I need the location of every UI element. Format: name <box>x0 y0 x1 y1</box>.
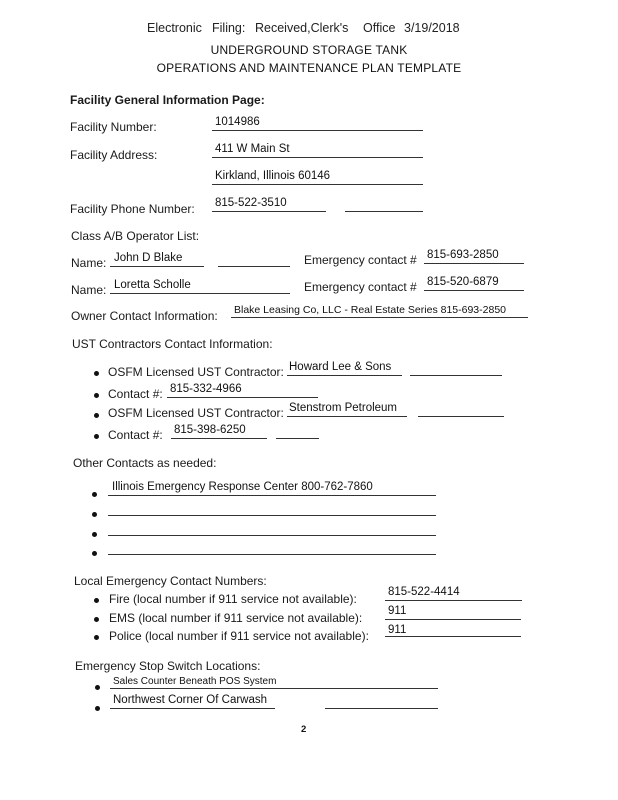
other-contact-3-underline <box>108 535 436 536</box>
bullet-dot <box>94 635 99 640</box>
facility-phone-label: Facility Phone Number: <box>70 202 195 216</box>
operator-section-heading: Class A/B Operator List: <box>71 229 200 243</box>
contractor2-name-underline-b <box>418 416 504 417</box>
operator1-emergency-underline <box>424 263 524 264</box>
stop-switch-1-value: Sales Counter Beneath POS System <box>113 676 277 687</box>
facility-section-heading: Facility General Information Page: <box>70 93 265 107</box>
operator2-name-value: Loretta Scholle <box>114 279 191 291</box>
operator2-name-underline <box>110 293 290 294</box>
fire-underline <box>385 600 522 601</box>
contractor2-contact-underline-b <box>276 438 319 439</box>
bullet-dot <box>95 706 100 711</box>
bullet-dot <box>92 532 97 537</box>
stop-switch-2-value: Northwest Corner Of Carwash <box>113 694 268 706</box>
ems-label: EMS (local number if 911 service not available): <box>109 611 363 625</box>
other-contact-4-underline <box>108 554 436 555</box>
owner-contact-value: Blake Leasing Co, LLC - Real Estate Series 815-693-2850 <box>234 304 506 316</box>
bullet-dot <box>92 512 97 517</box>
operator2-emergency-underline <box>424 290 524 291</box>
facility-phone-underline-b <box>345 211 423 212</box>
document-title-line1: UNDERGROUND STORAGE TANK <box>210 43 408 57</box>
bullet-dot <box>94 393 99 398</box>
stop-switch-heading: Emergency Stop Switch Locations: <box>75 659 261 673</box>
contractor1-contact-value: 815-332-4966 <box>170 383 242 395</box>
facility-address-line1: 411 W Main St <box>215 143 290 155</box>
contractor1-licensed-label: OSFM Licensed UST Contractor: <box>108 365 284 379</box>
operator2-name-label: Name: <box>71 283 107 297</box>
police-value: 911 <box>388 624 407 636</box>
fire-label: Fire (local number if 911 service not available): <box>109 592 357 606</box>
ems-value: 911 <box>388 605 407 617</box>
page-number: 2 <box>301 724 307 735</box>
owner-contact-underline <box>231 317 528 318</box>
filing-header-office: Office <box>363 21 396 35</box>
other-contact-1-underline <box>108 495 436 496</box>
other-contacts-heading: Other Contacts as needed: <box>73 456 217 470</box>
bullet-dot <box>94 413 99 418</box>
facility-address-label: Facility Address: <box>70 148 158 162</box>
police-underline <box>385 636 521 637</box>
owner-contact-label: Owner Contact Information: <box>71 309 218 323</box>
facility-phone-value: 815-522-3510 <box>215 197 287 209</box>
operator2-emergency-value: 815-520-6879 <box>427 276 499 288</box>
police-label: Police (local number if 911 service not available): <box>109 629 369 643</box>
operator1-emergency-value: 815-693-2850 <box>427 249 499 261</box>
operator1-name-underline-a <box>110 266 204 267</box>
facility-number-value: 1014986 <box>215 116 260 128</box>
contractor2-contact-underline-a <box>171 438 267 439</box>
operator1-name-underline-b <box>218 266 290 267</box>
other-contact-1-value: Illinois Emergency Response Center 800-762-7860 <box>112 481 373 493</box>
operator2-emergency-label: Emergency contact # <box>304 280 417 294</box>
bullet-dot <box>94 371 99 376</box>
contractor1-name-underline-b <box>410 375 502 376</box>
contractor1-name-value: Howard Lee & Sons <box>289 361 392 373</box>
contractor2-licensed-label: OSFM Licensed UST Contractor: <box>108 406 284 420</box>
other-contact-2-underline <box>108 515 436 516</box>
facility-address-line2: Kirkland, Illinois 60146 <box>215 170 331 182</box>
contractor-section-heading: UST Contractors Contact Information: <box>72 337 273 351</box>
contractor2-contact-value: 815-398-6250 <box>174 424 246 436</box>
facility-number-underline <box>212 130 423 131</box>
bullet-dot <box>94 434 99 439</box>
stop-switch-2-underline-a <box>110 708 275 709</box>
bullet-dot <box>94 598 99 603</box>
filing-header-received: Received,Clerk's <box>255 21 349 35</box>
filing-header-date: 3/19/2018 <box>404 21 460 35</box>
operator1-name-label: Name: <box>71 256 107 270</box>
filing-header-filing: Filing: <box>212 21 246 35</box>
facility-number-label: Facility Number: <box>70 120 157 134</box>
operator1-emergency-label: Emergency contact # <box>304 253 417 267</box>
document-title-line2: OPERATIONS AND MAINTENANCE PLAN TEMPLATE <box>156 61 462 75</box>
contractor1-name-underline-a <box>287 375 402 376</box>
stop-switch-1-underline <box>110 688 438 689</box>
bullet-dot <box>92 492 97 497</box>
facility-address-underline2 <box>212 184 423 185</box>
contractor2-contact-label: Contact #: <box>108 428 163 442</box>
contractor2-name-underline-a <box>287 416 407 417</box>
filing-header-electronic: Electronic <box>147 21 202 35</box>
bullet-dot <box>94 617 99 622</box>
operator1-name-value: John D Blake <box>114 252 183 264</box>
facility-phone-underline-a <box>212 211 326 212</box>
local-emergency-heading: Local Emergency Contact Numbers: <box>74 574 267 588</box>
ems-underline <box>385 619 521 620</box>
contractor1-contact-underline <box>167 397 318 398</box>
contractor2-name-value: Stenstrom Petroleum <box>289 402 398 414</box>
contractor1-contact-label: Contact #: <box>108 387 163 401</box>
bullet-dot <box>92 551 97 556</box>
facility-address-underline1 <box>212 157 423 158</box>
fire-value: 815-522-4414 <box>388 586 460 598</box>
bullet-dot <box>95 685 100 690</box>
stop-switch-2-underline-b <box>325 708 438 709</box>
